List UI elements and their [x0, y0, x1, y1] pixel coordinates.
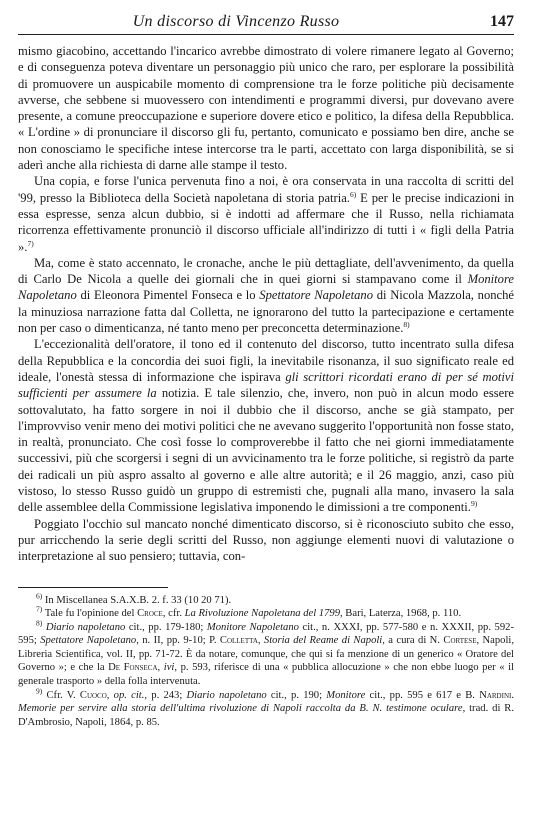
footnote-9-text-b: ,: [106, 689, 114, 701]
footnote-8: [18, 618, 514, 689]
footnote-9-text-c: , p. 243;: [144, 689, 187, 701]
book-page: [18, 8, 514, 818]
footnote-8-text-f: , Napoli, Libreria Scientifica, vol. II, pp. 71-72. È da notare, comunque, che qui si fa menzione di un generico « Oratore del Governo »; e che la: [18, 635, 514, 674]
footnote-8-author-1: Colletta: [219, 635, 258, 647]
footnote-ref-8: 8): [403, 319, 410, 329]
footnote-7-author: Croce: [137, 608, 163, 620]
paragraph-2: [18, 173, 514, 254]
footnote-9-opcit: op. cit.: [113, 689, 145, 701]
paragraph-3: [18, 255, 514, 336]
footnote-9: [18, 686, 515, 730]
footnote-9-author-1: Cuoco: [79, 689, 107, 701]
paragraph-4-text-b: notizia. E tale silenzio, che, invero, non può in alcun modo essere sottovalutato, ha fatto sorgere in noi il dubbio che il discorso, anche se già stampato, per l'improvviso venir meno dei motivi politici che ne avevano suggerito l'opportunità non fosse stato, in realtà, pronunciato. Che così fosse lo comproverebbe il fatto che nei giorni immediatamente successivi, più che scorgersi i segni di un avvicinamento tra le forze politiche, si registrò da parte dei radicali un più aspro assalto al governo e alle altre autorità; e il 26 maggio, anzi, caso più vistoso, lo stesso Russo guidò un gruppo di estremisti che, pugnali alla mano, invasero la sala delle assemblee della Commissione legislativa imponendo le dimissioni a tre componenti.: [18, 386, 514, 515]
footnote-8-ivi: ivi: [163, 662, 175, 674]
footnote-7: [18, 604, 514, 621]
footnote-6-text: In Miscellanea S.A.X.B. 2. f. 33 (10 20 71).: [44, 594, 232, 606]
footnote-8-title-1: Diario napoletano: [45, 621, 126, 633]
footnote-8-mark: 8): [36, 618, 43, 628]
paragraph-4: [18, 336, 514, 515]
paragraph-3-title-spettatore: Spettatore Napoletano: [259, 288, 374, 303]
footnote-8-text-c: , n. II, pp. 9-10; P.: [136, 635, 220, 647]
footnote-8-author-3: De Fonseca: [108, 662, 158, 674]
footnote-divider: [18, 587, 168, 588]
paragraph-2-text-a: Una copia, e forse l'unica pervenuta fino a noi, è ora conservata in una raccolta di scritti del '99, presso la Biblioteca della Società napoletana di storia patria.: [18, 174, 514, 205]
footnote-9-title-3: Memorie per servire alla storia dell'ultima rivoluzione di Napoli raccolta da B. N. testimone oculare: [18, 703, 463, 715]
paragraph-2-text-b: E per le precise indicazioni in essa espresse, senza alcun dubbio, si è indotti ad affermare che il Russo, nella richiamata ricorrenza effettivamente pronunciò il discorso ufficiale all'indirizzo di tutti i « figli della Patria ».: [18, 190, 514, 254]
footnote-8-title-2: Monitore Napoletano: [206, 621, 299, 633]
paragraph-3-text-a: Ma, come è stato accennato, le cronache, anche le più dettagliate, dell'avvenimento, da quella di Carlo De Nicola a quelle dei giornali che in quei giorni si stampavano come il: [18, 255, 514, 287]
footnote-8-title-3: Spettatore Napoletano: [40, 635, 137, 647]
paragraph-3-text-c: di Nicola Mazzola, nonché la minuziosa narrazione fatta dal Colletta, ne ignorarono del tutto la partecipazione e certamente non per caso o dimenticanza, né tanto meno per preconcetta determinazione.: [18, 288, 515, 336]
footnote-7-text-c: , Bari, Laterza, 1968, p. 110.: [340, 608, 462, 620]
footnote-7-title: La Rivoluzione Napoletana del 1799: [184, 608, 340, 620]
footnote-8-author-2: Cortese: [443, 635, 477, 647]
footnote-ref-6: 6): [349, 189, 357, 199]
paragraph-5: Poggiato l'occhio sul mancato nonché dimenticato discorso, si è riconosciuto subito che esso, pur arricchendo la serie degli scritti del Russo, non aggiunge elementi nuovi di valutazione o interpretazione al suo pensiero; tuttavia, con-: [18, 516, 514, 564]
footnote-7-text-a: Tale fu l'opinione del: [44, 608, 138, 620]
paragraph-4-text-a: L'eccezionalità dell'oratore, il tono ed il contenuto del discorso, tutto incentrato sulla difesa della Repubblica e la concordia dei suoi figli, la inevitabile risonanza, il suo significato reale ed ideale, l'onestà stessa di informazione che ispirava: [18, 337, 514, 384]
footnote-7-text-b: , cfr.: [162, 608, 185, 620]
paragraph-1: mismo giacobino, accettando l'incarico avrebbe dimostrato di volere rimanere legato al Governo; e di conseguenza poteva diventare un personaggio più unico che raro, per esplorare la possibilità di promuovere un auspicabile momento di comprensione tra le forze politiche più decisamente avverse, che sebbene si muovessero con intendimenti e programmi diversi, pur dovevano avere presente, a comune preoccupazione e superiore dovere etico e politico, la difesa della Repubblica. « L'ordine » di pronunciare il discorso gli fu, pertanto, comunicato e possiamo ben dire, anche se non conosciamo le specifiche intese intercorse tra le parti, accettato con larga disponibilità, se si aderì anche alla richiesta di darne alle stampe il testo.: [18, 44, 514, 173]
footnote-8-text-a: cit., pp. 179-180;: [125, 621, 207, 633]
footnote-9-text-d: cit., p. 190;: [266, 689, 327, 701]
paragraph-3-text-b: di Eleonora Pimentel Fonseca e lo: [76, 288, 260, 303]
footnote-8-title-4: Storia del Reame di Napoli: [263, 635, 383, 647]
page-number: 147: [490, 13, 514, 30]
page-header: [18, 8, 514, 35]
footnote-9-title-1: Diario napoletano: [186, 689, 267, 701]
footnotes: [18, 590, 515, 730]
footnote-9-text-e: cit., pp. 595 e 617 e B.: [365, 689, 480, 701]
footnote-8-text-d: ,: [257, 635, 264, 647]
footnote-6: [18, 590, 514, 608]
footnote-8-text-h: , p. 593, riferisce di una « pubblica allocuzione » che non ebbe luogo per « il generale trasporto » della folla intervenuta.: [18, 662, 514, 688]
running-title: Un discorso di Vincenzo Russo: [132, 13, 340, 30]
footnote-9-title-2: Monitore: [326, 689, 366, 701]
paragraph-3-title-monitore: Monitore Napoletano: [18, 272, 514, 303]
main-text: [18, 43, 514, 565]
footnote-9-author-2: Nardini: [479, 689, 512, 701]
footnote-ref-9: 9): [470, 499, 478, 509]
footnote-8-text-e: , a cura di N.: [382, 635, 444, 647]
footnote-9-text-g: , trad. di R. D'Ambrosio, Napoli, 1864, p. 85.: [18, 703, 515, 728]
paragraph-4-italic: gli scrittori ricordati erano di per sé motivi sufficienti per assumere la: [18, 369, 514, 401]
footnote-7-mark: 7): [36, 604, 43, 614]
footnote-8-text-b: cit., n. XXXI, pp. 577-580 e n. XXXII, pp. 592-595;: [18, 621, 514, 647]
footnote-6-mark: 6): [36, 590, 43, 600]
footnote-8-text-g: ,: [157, 662, 164, 674]
footnote-9-text-a: Cfr. V.: [46, 689, 80, 701]
footnote-9-mark: 9): [36, 686, 43, 696]
footnote-9-text-f: .: [511, 689, 514, 701]
footnote-ref-7: 7): [27, 238, 34, 248]
